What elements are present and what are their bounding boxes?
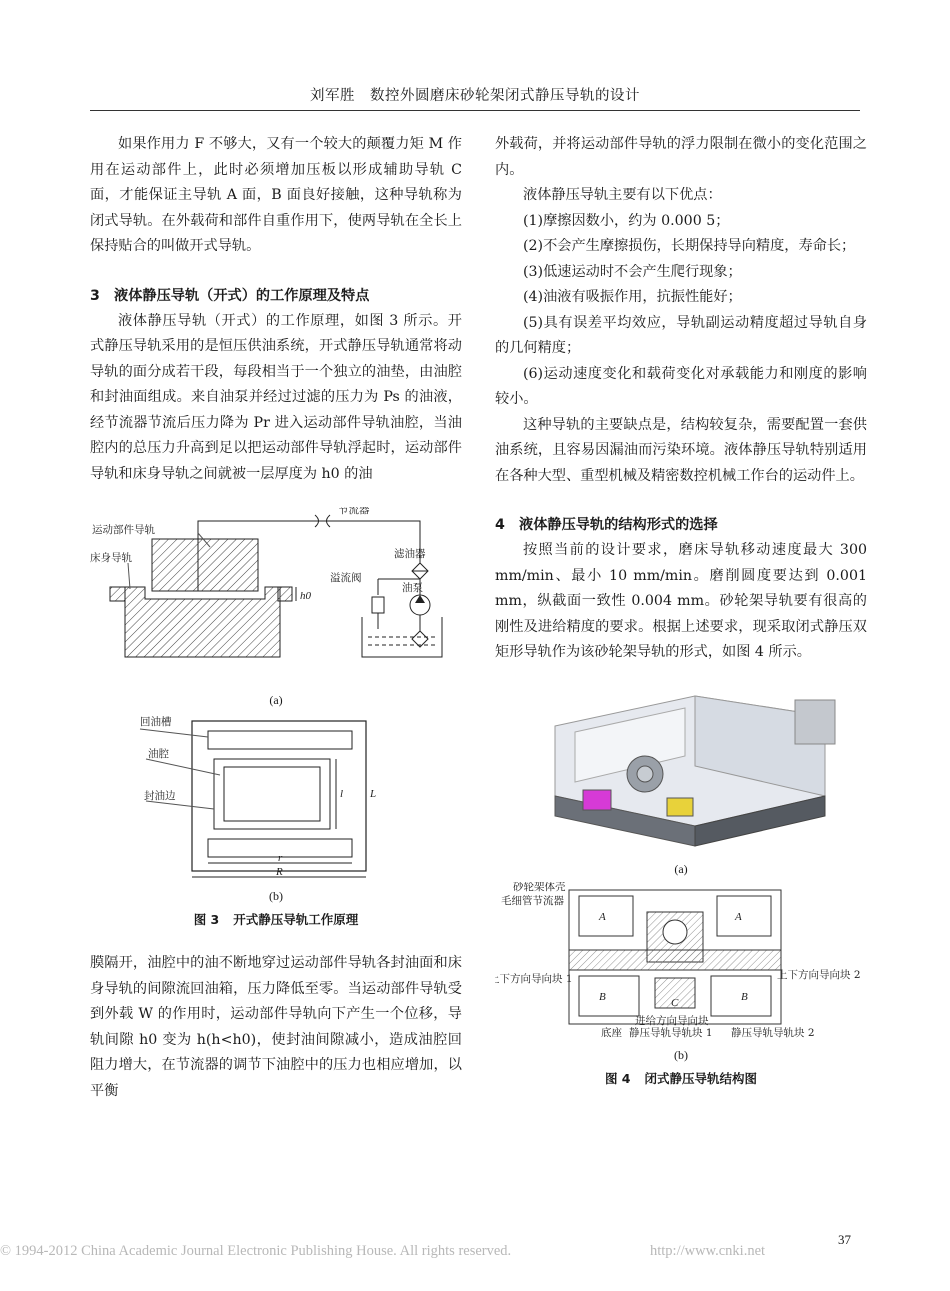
label-seal-edge: 封油边 [144,790,176,802]
label-oil-cavity: 油腔 [148,748,169,760]
advantage-item-5: (5)具有误差平均效应，导轨副运动精度超过导轨自身的几何精度； [495,314,867,356]
label-filter: 滤油器 [394,548,426,560]
label-l: l [340,788,344,800]
figure-4-caption-number: 图 4 [604,1070,631,1086]
left-column [90,132,462,1104]
right-column [495,132,867,1090]
label-capillary-throttle: 毛细管节流器 [501,894,564,907]
label-housing: 砂轮架体壳 [513,881,566,893]
section-3-heading: 3 液体静压导轨（开式）的工作原理及特点 [90,287,370,304]
footer-copyright: © 1994-2012 China Academic Journal Electronic Publishing House. All rights reserved. [0,1243,512,1259]
label-A-left: A [599,910,606,923]
label-updown-block-1: 上下方向导向块 1 [495,972,573,985]
right-paragraph-1: 外载荷，并将运动部件导轨的浮力限制在微小的变化范围之内。 [495,136,867,178]
section-4-heading: 4 液体静压导轨的结构形式的选择 [495,517,718,533]
figure-3b-diagram [90,715,462,883]
label-A-right: A [735,910,742,923]
label-relief-valve: 溢流阀 [330,572,362,584]
bed-guide-shape [125,587,280,657]
figure-4-caption-title: 闭式静压导轨结构图 [644,1070,758,1086]
figure-3a-sublabel: (a) [269,693,283,707]
label-throttle: 节流器 [338,507,370,516]
label-h0: h0 [300,590,311,602]
figure-4-caption [495,1068,867,1090]
label-moving-guide: 运动部件导轨 [92,524,155,536]
figure-3-caption [90,909,462,931]
label-pump: 油泵 [402,582,423,594]
label-static-block-2: 静压导轨导轨块 2 [731,1026,815,1039]
running-header: 刘军胜 数控外圆磨床砂轮架闭式静压导轨的设计 [90,84,860,111]
label-B-left: B [599,990,606,1003]
right-paragraph-3: 这种导轨的主要缺点是，结构较复杂，需要配置一套供油系统，且容易因漏油而污染环境。液体静压导轨特别适用在各种大型、重型机械及精密数控机械工作台的运动件上。 [495,416,867,484]
figure-3-caption-title: 开式静压导轨工作原理 [233,912,359,927]
label-C: C [671,996,679,1009]
left-paragraph-2: 液体静压导轨（开式）的工作原理，如图 3 所示。开式静压导轨采用的是恒压供油系统，开式静压导轨通常将动导轨的面分成若干段，每段相当于一个独立的油垫，由油腔和封油面组成。来自油泵并经过过滤的压力为 Ps 的油液，经节流器节流后压力降为 Pr 进入运动部件导轨油腔，当油腔内的总压力升高到足以把运动部件导轨浮起时，运动部件导轨和床身导轨之间就被一层厚度为 h0 的油 [90,312,462,482]
advantage-item-1: (1)摩擦因数小，约为 0.000 5； [523,212,730,229]
right-paragraph-2: 液体静压导轨主要有以下优点： [523,187,722,203]
label-L: L [370,788,377,800]
advantage-item-4: (4)油液有吸振作用，抗振性能好； [523,289,742,305]
page-number: 37 [838,1232,851,1247]
advantage-item-2: (2)不会产生摩擦损伤，长期保持导向精度，寿命长； [523,238,856,254]
figure-3b-sublabel: (b) [269,889,283,903]
left-paragraph-1: 如果作用力 F 不够大，又有一个较大的颠覆力矩 M 作用在运动部件上，此时必须增加压板以形成辅助导轨 C 面，才能保证主导轨 A 面，B 面良好接触，这种导轨称为闭式导轨。在外载荷和部件自重作用下，使两导轨在全长上保持贴合的叫做开式导轨。 [90,136,462,254]
figure-3-caption-number: 图 3 [193,912,220,927]
figure-3a-diagram [90,507,462,687]
footer-url[interactable]: http://www.cnki.net [650,1243,766,1259]
label-updown-block-2: 上下方向导向块 2 [777,968,861,981]
figure-4b-section-drawing [495,882,867,1042]
figure-4b-sublabel: (b) [674,1047,688,1062]
label-bed-guide: 床身导轨 [90,552,132,564]
label-static-block-1: 静压导轨导轨块 1 [629,1026,713,1039]
figure-3 [90,507,462,931]
moving-guide-shape [152,539,258,591]
label-feed-block: 进给方向导向块 [635,1014,709,1027]
advantage-item-6: (6)运动速度变化和载荷变化对承载能力和刚度的影响较小。 [495,365,867,407]
right-paragraph-4: 按照当前的设计要求，磨床导轨移动速度最大 300 mm/min、最小 10 mm/min。磨削圆度要达到 0.001 mm，纵截面一致性 0.004 mm。砂轮架导轨要有很高的刚性及进给精度的要求。根据上述要求，现采取闭式静压双矩形导轨作为该砂轮架导轨的形式，如图 4 所示。 [495,542,867,660]
label-R: R [276,866,283,878]
figure-4a-3d-render [495,686,867,856]
figure-4a-sublabel: (a) [674,861,688,876]
label-return-groove: 回油槽 [140,716,172,728]
figure-4 [495,686,867,1090]
label-base: 底座 [601,1026,622,1039]
left-paragraph-3: 膜隔开，油腔中的油不断地穿过运动部件导轨各封油面和床身导轨的间隙流回油箱，压力降低至零。当运动部件导轨受到外载 W 的作用时，运动部件导轨向下产生一个位移，导轨间隙 h0 变为 h(h<h0)，使封油间隙减小，造成油腔回阻力增大，在节流器的调节下油腔中的压力也相应增加，以平衡 [90,955,462,1099]
advantage-item-3: (3)低速运动时不会产生爬行现象； [523,263,742,280]
label-B-right: B [741,990,748,1003]
label-r: r [278,852,283,864]
